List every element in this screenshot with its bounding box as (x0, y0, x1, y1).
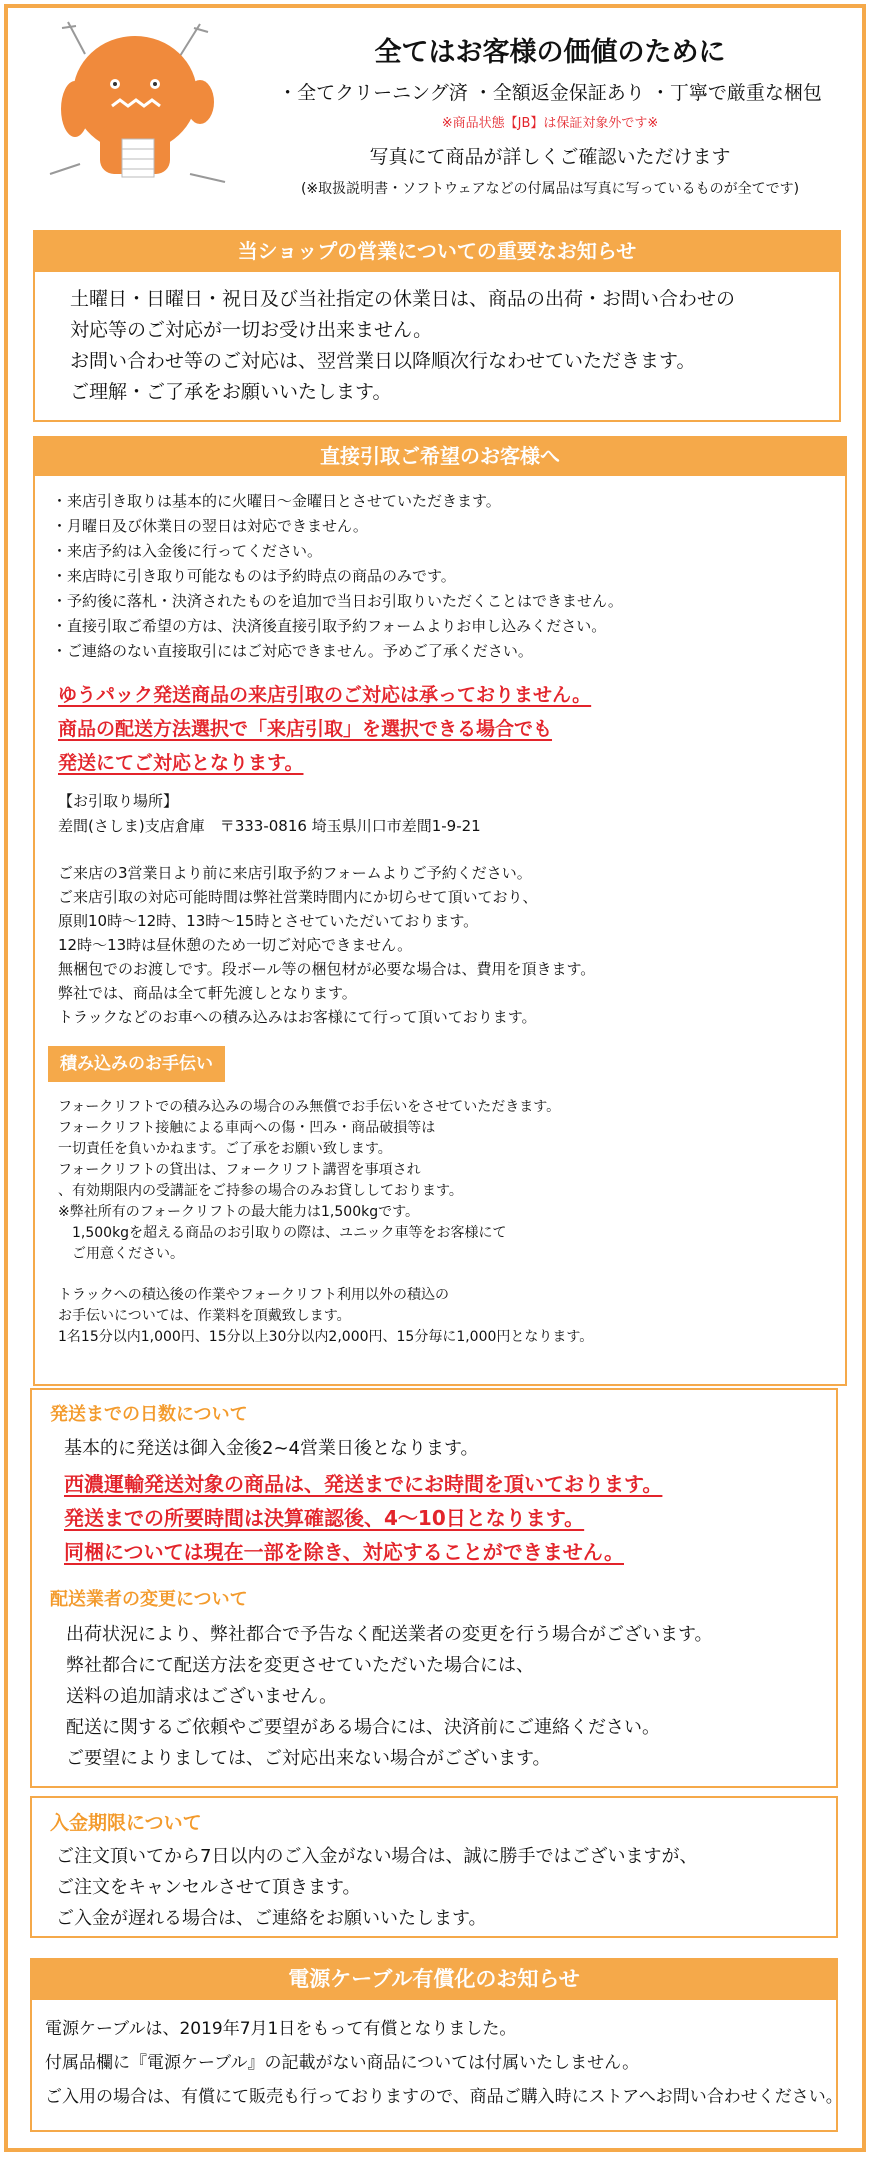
pickup-detail: 弊社では、商品は全て軒先渡しとなります。 (58, 984, 357, 1002)
carrier-line: 弊社都合にて配送方法を変更させていただいた場合には、 (66, 1655, 534, 1676)
pickup-rule: ・月曜日及び休業日の翌日は対応できません。 (52, 517, 368, 535)
loading-line: 一切責任を負いかねます。ご了承をお願い致します。 (58, 1141, 392, 1157)
payment-line: ご注文頂いてから7日以内のご入金がない場合は、誠に勝手ではございますが、 (56, 1846, 698, 1867)
pickup-rule: ・来店時に引き取り可能なものは予約時点の商品のみです。 (52, 567, 456, 585)
payment-line: ご入金が遅れる場合は、ご連絡をお願いいたします。 (56, 1908, 487, 1929)
pickup-rule: ・来店予約は入金後に行ってください。 (52, 542, 323, 560)
loading-line: フォークリフトの貸出は、フォークリフト講習を事項され (58, 1162, 421, 1178)
page-title: 全てはお客様の価値のために (374, 37, 726, 68)
pickup-title: 直接引取ご希望のお客様へ (33, 436, 847, 476)
carrier-line: ご要望によりましては、ご対応出来ない場合がございます。 (66, 1748, 551, 1769)
carrier-line: 送料の追加請求はございません。 (66, 1686, 338, 1707)
cable-line: 付属品欄に『電源ケーブル』の記載がない商品については付属いたしません。 (45, 2053, 640, 2073)
shipping-days-title: 発送までの日数について (50, 1404, 248, 1425)
pickup-detail: ご来店の3営業日より前に来店引取予約フォームよりご予約ください。 (58, 864, 532, 882)
carrier-line: 配送に関するご依頼やご要望がある場合には、決済前にご連絡ください。 (66, 1717, 660, 1738)
carrier-title: 配送業者の変更について (50, 1589, 248, 1610)
feature-list: ・全てクリーニング済 ・全額返金保証あり ・丁寧で厳重な梱包 (278, 82, 822, 104)
pickup-rule: ・来店引き取りは基本的に火曜日～金曜日とさせていただきます。 (52, 492, 501, 510)
pickup-warning: ゆうパック発送商品の来店引取のご対応は承っておりません。 (58, 684, 592, 706)
notice-line: ご理解・ご了承をお願いいたします。 (70, 381, 392, 403)
loading-line: ※弊社所有のフォークリフトの最大能力は1,500kgです。 (58, 1204, 419, 1220)
carrier-line: 出荷状況により、弊社都合で予告なく配送業者の変更を行う場合がございます。 (66, 1624, 713, 1645)
pickup-rule: ・直接引取ご希望の方は、決済後直接引取予約フォームよりお申し込みください。 (52, 617, 607, 635)
notice-title: 当ショップの営業についての重要なお知らせ (33, 230, 841, 272)
fee-line: 1名15分以内1,000円、15分以上30分以内2,000円、15分毎に1,000円となります。 (58, 1329, 594, 1345)
notice-line: 対応等のご対応が一切お受け出来ません。 (70, 319, 433, 341)
loading-line: 、有効期限内の受講証をご持参の場合のみお貸ししております。 (58, 1183, 463, 1199)
payment-line: ご注文をキャンセルさせて頂きます。 (56, 1877, 361, 1898)
cable-line: ご入用の場合は、有償にて販売も行っておりますので、商品ご購入時にストアへお問い合わせください。 (45, 2087, 843, 2107)
loading-line: フォークリフトでの積み込みの場合のみ無償でお手伝いをさせていただきます。 (58, 1099, 561, 1115)
cable-title: 電源ケーブル有償化のお知らせ (30, 1958, 838, 2000)
payment-title: 入金期限について (50, 1812, 202, 1834)
shipping-warning: 同梱については現在一部を除き、対応することができません。 (64, 1540, 624, 1564)
pickup-detail: トラックなどのお車への積み込みはお客様にて行って頂いております。 (58, 1008, 537, 1026)
photo-caption: 写真にて商品が詳しくご確認いただけます (369, 146, 731, 168)
cable-line: 電源ケーブルは、2019年7月1日をもって有償となりました。 (45, 2019, 517, 2039)
pickup-detail: 原則10時～12時、13時～15時とさせていただいております。 (58, 912, 479, 930)
loading-line: 1,500kgを超える商品のお引取りの際は、ユニック車等をお客様にて (58, 1225, 507, 1241)
pickup-place-label: 【お引取り場所】 (58, 792, 179, 810)
notice-line: お問い合わせ等のご対応は、翌営業日以降順次行なわせていただきます。 (70, 350, 696, 372)
warranty-note: ※商品状態【JB】は保証対象外です※ (441, 116, 659, 131)
loading-line: ご用意ください。 (58, 1246, 184, 1262)
pickup-detail: 無梱包でのお渡しです。段ボール等の梱包材が必要な場合は、費用を頂きます。 (58, 960, 596, 978)
shipping-days-text: 基本的に発送は御入金後2~4営業日後となります。 (64, 1438, 479, 1459)
mascot-illustration (40, 14, 240, 189)
pickup-rule: ・ご連絡のない直接取引にはご対応できません。予めご了承ください。 (52, 642, 533, 660)
pickup-detail: 12時～13時は昼休憩のため一切ご対応できません。 (58, 936, 413, 954)
pickup-rule: ・予約後に落札・決済されたものを追加で当日お引取りいただくことはできません。 (52, 592, 623, 610)
fee-line: お手伝いについては、作業料を頂戴致します。 (58, 1308, 351, 1324)
fee-line: トラックへの積込後の作業やフォークリフト利用以外の積込の (58, 1287, 450, 1303)
shipping-warning: 西濃運輸発送対象の商品は、発送までにお時間を頂いております。 (64, 1472, 663, 1496)
pickup-warning: 商品の配送方法選択で「来店引取」を選択できる場合でも (58, 718, 553, 740)
accessory-note: (※取扱説明書・ソフトウェアなどの付属品は写真に写っているものが全てです) (300, 181, 800, 197)
pickup-warning: 発送にてご対応となります。 (58, 752, 304, 774)
loading-line: フォークリフト接触による車両への傷・凹み・商品破損等は (58, 1120, 436, 1136)
loading-title: 積み込みのお手伝い (48, 1046, 225, 1082)
pickup-place: 差間(さしま)支店倉庫 〒333-0816 埼玉県川口市差間1-9-21 (58, 817, 481, 835)
pickup-detail: ご来店引取の対応可能時間は弊社営業時間内にか切らせて頂いており、 (58, 888, 538, 906)
notice-line: 土曜日・日曜日・祝日及び当社指定の休業日は、商品の出荷・お問い合わせの (70, 288, 736, 310)
shipping-warning: 発送までの所要時間は決算確認後、4～10日となります。 (64, 1506, 585, 1530)
